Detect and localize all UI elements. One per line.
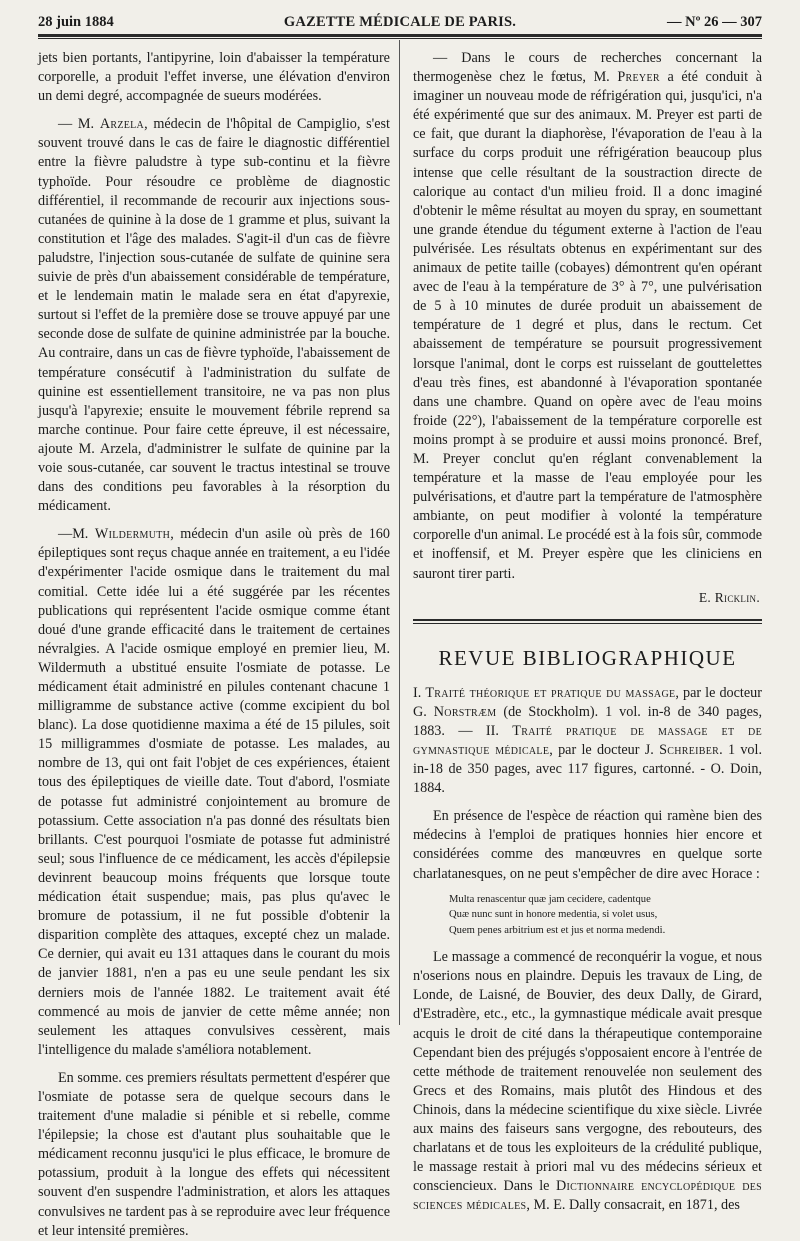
column-separator — [399, 40, 400, 1025]
left-column — [38, 49, 390, 1241]
paragraph-horace: En présence de l'espèce de réaction qui ramène bien des médecins à l'emploi de pratiques honnies hier encore et considérées comme des manœuvres en quelque sorte charlatanesques, on ne peut s'empêcher de dire avec Horace : — [413, 808, 762, 882]
author-name: Norstræm — [433, 703, 497, 720]
dictionary-title: Dictionnaire encyclopédique des sciences médicales — [413, 1178, 762, 1214]
paragraph-massage: Le massage a commencé de reconquérir la vogue, et nous n'oserions nous en plaindre. Depuis les travaux de Ling, de Londe, de Laisné, de Bouvier, des deux Dally, de Girard, d'Estradère, etc., etc., la gymnastique médicale avait presque acquis le droit de cité dans la thérapeutique contemporaine Cependant bien des préjugés s'opposaient encore à l'entrée de cette méthode de traitement renouvelée non seulement des Grecs et des Romains, mais plutôt des Hindous et des Chinois, dans la médecine scientifique du xixe siècle. Livrée aux mains des faiseurs sans vergogne, des rebouteurs, des charlatans et de tous les exploiteurs de la crédulité publique, le massage restait à priori mal vu des médecins sérieux et consciencieux. Dans le Dictionnaire encyclopédique des sciences médicales, M. E. Dally consacrait, en 1871, des — [413, 949, 762, 1214]
paragraph-conclusion: En somme. ces premiers résultats permettent d'espérer que l'osmiate de potasse sera de quelque secours dans le traitement d'une maladie si pénible et si rebelle, comme l'épilepsie; la chose est d'autant plus souhaitable que le médicament reconnu jusqu'ici le plus efficace, le bromure de potassium, produit à la longue des effets qui nécessitent souvent d'en suspendre l'administration, et alors les attaques convulsives ne tardent pas à se reproduire avec leur fréquence et leur intensité premières. — [38, 1069, 390, 1239]
author-name: Schreiber — [659, 742, 720, 758]
paragraph-arzela: — M. Arzela, médecin de l'hôpital de Campiglio, s'est souvent trouvé dans le cas de faire le diagnostic différentiel entre la fièvre paludstre à type sub-continu et la fièvre typhoïde. Pour résoudre ce problème de diagnostic différentiel, il recommande de recourir aux injections sous-cutanées de quinine à la dose de 1 gramme et plus, suivant la constitution et l'âge des malades. S'agit-il d'un cas de fièvre paludstre, l'injection sous-cutanée de sulfate de quinine sera suivie de près d'un abaissement considérable de température, et le lendemain matin le malade sera en état d'apyrexie, surtout si l'effet de la première dose se trouve appuyé par une seconde dose de sulfate de quinine administrée par la bouche. Au contraire, dans un cas de fièvre typhoïde, l'abaissement de température consécutif à l'administration du sulfate de quinine est essentiellement transitoire, ne va pas non plus jusqu'à l'apyrexie; ensuite le mouvement fébrile reprend sa marche continue. Pour faire cette épreuve, il est nécessaire, ajoute M. Arzela, d'administrer le sulfate de quinine par la voie sous-cutanée, car souvent le tractus intestinal se trouve dans des conditions peu favorables à la résorption du médicament. — [38, 116, 390, 515]
latin-verse — [449, 892, 762, 939]
header-rule — [38, 34, 762, 37]
header-rule-thin — [38, 38, 762, 39]
section-rule-thin — [413, 623, 762, 624]
book-title: Traité pratique de massage et de gymnastique médicale — [413, 722, 762, 758]
issue-date: 28 juin 1884 — [38, 14, 114, 30]
journal-title: GAZETTE MÉDICALE DE PARIS. — [283, 14, 517, 30]
verse-line: Quæ nunc sunt in honore medentia, si volet usus, — [449, 909, 658, 921]
right-column — [413, 49, 762, 1215]
verse-line: Quem penes arbitrium est et jus et norma medendi. — [449, 924, 666, 936]
author-name: Preyer — [617, 69, 660, 86]
author-name: Arzela — [99, 116, 145, 133]
paragraph-antipyrine: jets bien portants, l'antipyrine, loin d'abaisser la température corporelle, a produit l'effet inverse, une élévation d'environ un demi degré, accompagnée de sueurs modérées. — [38, 50, 390, 105]
author-name: Wildermuth — [94, 526, 171, 543]
section-rule — [413, 619, 762, 621]
bibliography-entry: I. Traité théorique et pratique du massage, par le docteur G. Norstræm (de Stockholm). 1 vol. in-8 de 340 pages, 1883. — II. Traité pratique de massage et de gymnastique médicale, par le docteur J. Schreiber. 1 vol. in-18 de 350 pages, avec 117 figures, cartonné. - O. Doin, 1884. — [413, 684, 763, 797]
book-title: Traité théorique et pratique du massage — [425, 684, 676, 701]
paragraph-preyer: — Dans le cours de recherches concernant la thermogenèse chez le fœtus, M. Preyer a été conduit à imaginer un nouveau mode de réfrigération qui, jusqu'ici, n'a été expérimenté que sur des animaux. M. Preyer est parti de ce fait, que durant la diaphorèse, l'évaporation de l'eau à la surface du corps produit une réfrigération beaucoup plus intense que celle résultant de la soustraction directe de calorique au contact d'un milieu froid. Il a donc imaginé d'obtenir le même résultat au moyen du spray, en soumettant une grande étendue du tégument externe à l'action de l'eau pulvérisée. Les résultats obtenus en expérimentant sur des animaux de petite taille (cobayes) démontrent qu'en opérant avec de l'eau à la température de 3° à 7°, une pulvérisation de 5 à 10 minutes de durée produit un abaissement de température de 1 degré et plus, dans le rectum. Cet abaissement de température se poursuit progressivement lorsque l'animal, dont le corps est ruisselant de gouttelettes d'eau très fines, est abandonné à l'évaporation spontanée dans une chambre. Quand on opère avec de l'eau moins froide (22°), l'abaissement de la température corporelle est moins prompt à se produire et aussi moins prononcé. Bref, M. Preyer conclut qu'en réglant convenablement la température et la masse de l'eau employée pour les pulvérisations, et d'autre part la température de l'atmosphère ambiante, on peut modifier à volonté la température corporelle d'un animal. Le procédé est à la fois sûr, commode et inoffensif, et M. Preyer espère que les cliniciens en sauront tirer parti. — [413, 50, 762, 582]
verse-line: Multa renascentur quæ jam cecidere, cadentque — [449, 893, 651, 905]
page-number: — Nº 26 — 307 — [666, 14, 762, 30]
page-header — [38, 12, 762, 34]
section-title: REVUE BIBLIOGRAPHIQUE — [438, 645, 737, 670]
signature: E. Ricklin. — [698, 589, 760, 605]
paragraph-wildermuth: —M. Wildermuth, médecin d'un asile où près de 160 épileptiques sont reçus chaque année en traitement, a eu l'idée d'expérimenter l'acide osmique dans le traitement du mal comitial. Cette idée lui a été suggérée par les récentes publications qui représentent l'acide osmique comme étant doué d'une grande efficacité dans le traitement de certaines névralgies. A l'acide osmique employé en premier lieu, M. Wildermuth a ubstitué ensuite l'osmiate de potasse. Le médicament était administré en pilules contenant chacune 1 milligramme de substance active (comme excipient du bol blanc). La dose quotidienne maxima a été de 15 pilules, soit 15 milligrammes d'osmiate de potasse. Les malades, au nombre de 13, qui ont fait l'objet de ces expériences, étaient tous des épileptiques de vieille date. Tout d'abord, l'osmiate de potasse fut administré conjointement au bromure de potassium. Cette association n'a pas donné des résultats bien brillants. C'est pourquoi l'osmiate de potasse fut administré seul; sous l'influence de ce médicament, les accès d'épilepsie devinrent beaucoup moins fréquents que lorsque toute médication était suspendue; mais, pas plus qu'avec le bromure de potassium, il ne fut possible d'obtenir la disparition complète des attaques, excepté chez un malade. Ce dernier, qui avait eu 131 attaques dans le courant du mois de janvier 1881, n'en a pas eu une seule pendant les six derniers mois de l'année 1882. Le traitement avait été commencé au mois de janvier de cette même année; non seulement les attaques convulsives cessèrent, mais l'intelligence du malade s'améliora notablement. — [38, 526, 390, 1058]
